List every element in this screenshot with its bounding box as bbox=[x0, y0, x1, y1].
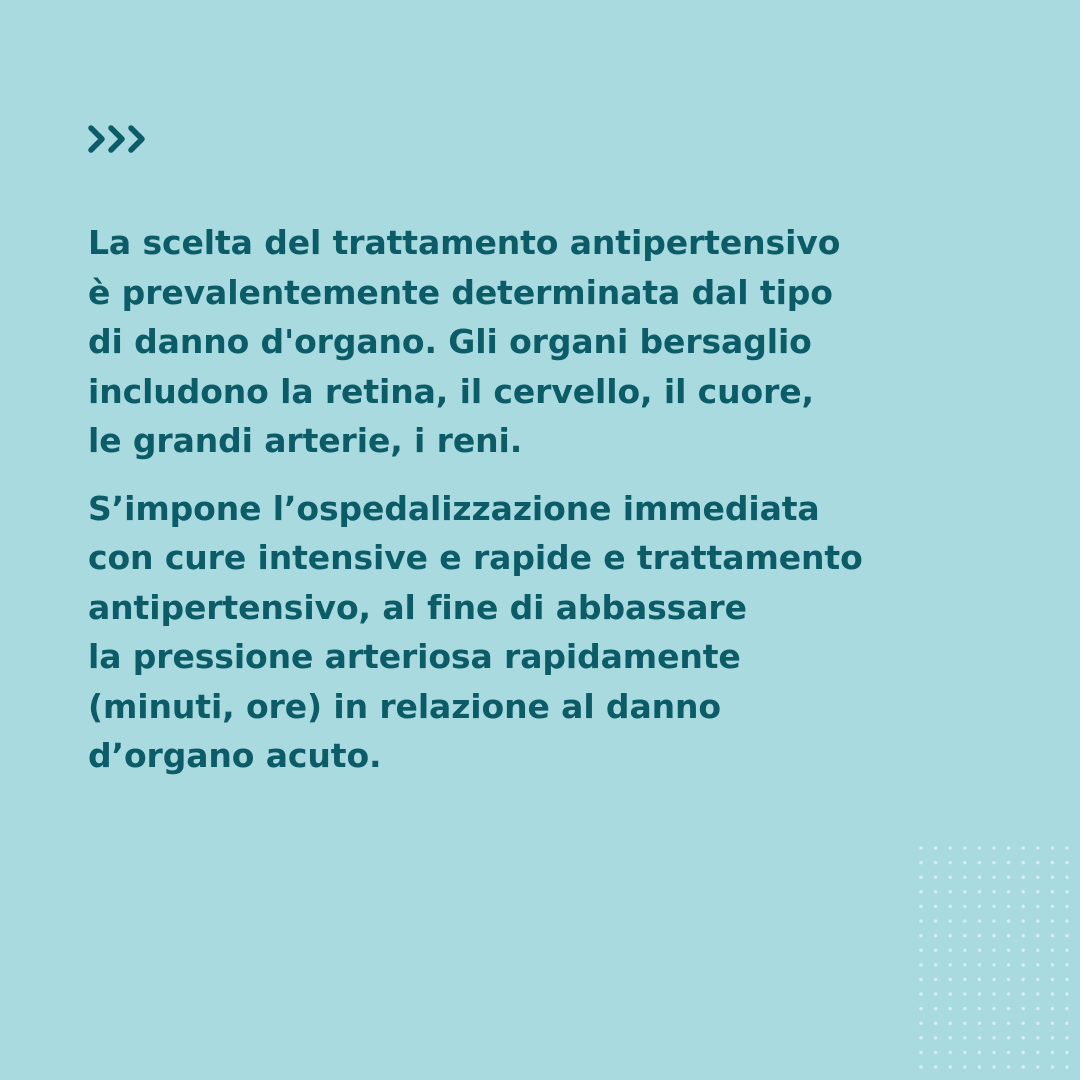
text-line: con cure intensive e rapide e trattamento bbox=[88, 538, 863, 577]
triple-chevron-right-icon bbox=[87, 122, 151, 156]
text-line: la pressione arteriosa rapidamente bbox=[88, 637, 741, 676]
text-line: d’organo acuto. bbox=[88, 736, 382, 775]
dot-grid-icon bbox=[918, 845, 1080, 1080]
text-line: le grandi arterie, i reni. bbox=[88, 421, 523, 460]
text-content bbox=[88, 218, 988, 781]
text-line: di danno d'organo. Gli organi bersaglio bbox=[88, 322, 812, 361]
paragraph-hospitalization bbox=[88, 484, 988, 781]
text-line: includono la retina, il cervello, il cuore, bbox=[88, 371, 814, 411]
paragraph-target-organs bbox=[88, 218, 988, 466]
text-line: La scelta del trattamento antipertensivo bbox=[88, 223, 841, 262]
text-line: (minuti, ore) in relazione al danno bbox=[88, 686, 721, 726]
text-line: S’impone l’ospedalizzazione immediata bbox=[88, 488, 820, 528]
text-line: è prevalentemente determinata dal tipo bbox=[88, 272, 833, 312]
text-line: antipertensivo, al fine di abbassare bbox=[88, 587, 747, 627]
